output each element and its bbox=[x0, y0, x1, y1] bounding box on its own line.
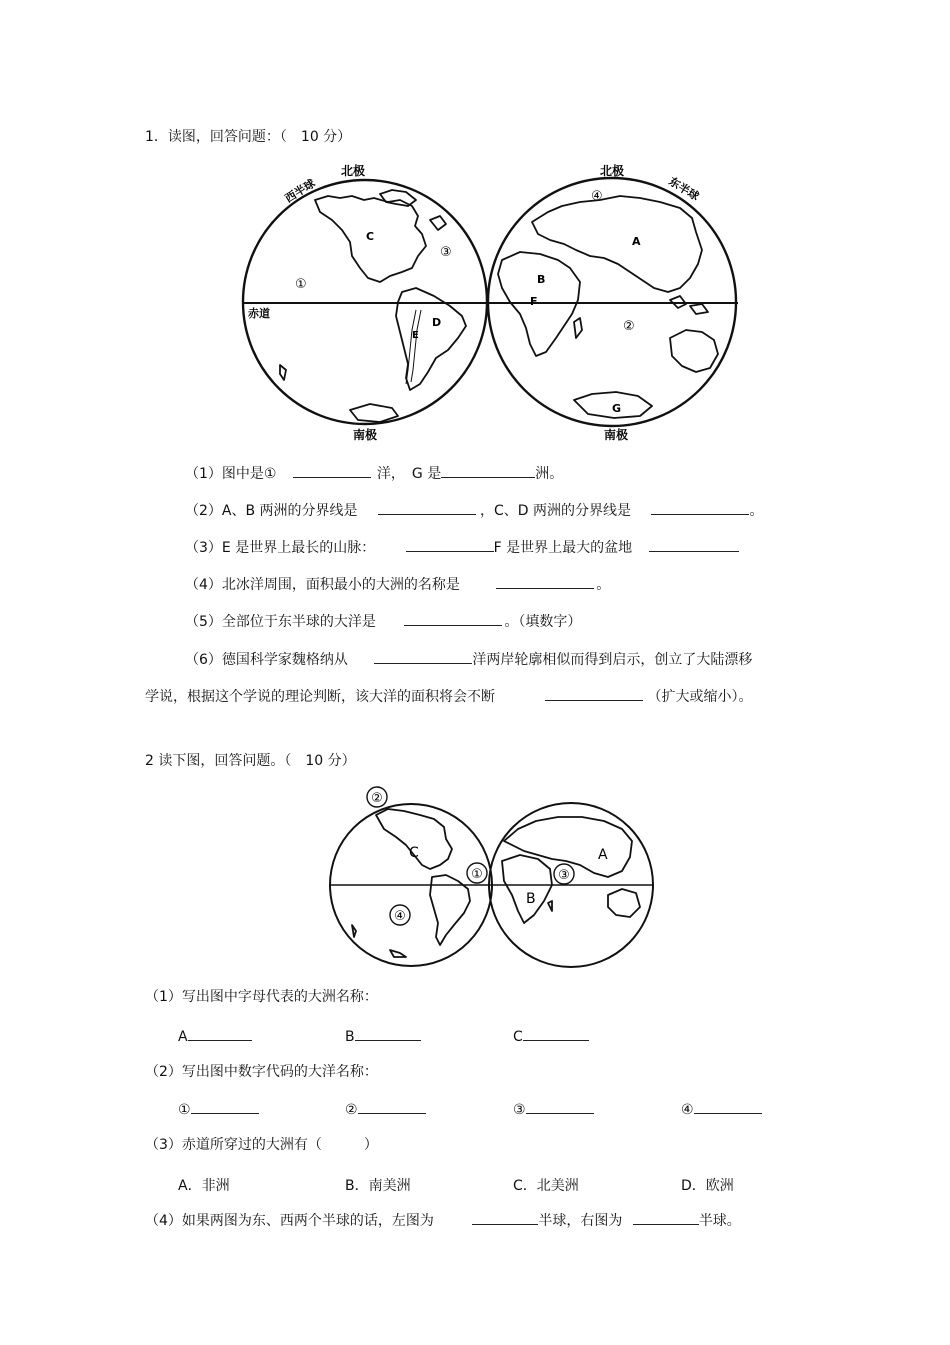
answer-blank[interactable] bbox=[358, 1099, 426, 1114]
label-A: A bbox=[598, 847, 608, 863]
q2-sub2-3: ③ bbox=[513, 1099, 594, 1120]
q1-sub6-cont: 学说，根据这个学说的理论判断，该大洋的面积将会不断 （扩大或缩小）。 bbox=[145, 686, 752, 707]
q2-sub1-B: B bbox=[345, 1026, 421, 1047]
west-hemisphere-label: 西半球 bbox=[282, 176, 318, 206]
q1-sub2: （2）A、B 两洲的分界线是 ，C、D 两洲的分界线是 。 bbox=[185, 500, 763, 521]
ocean-label-2: ② bbox=[623, 319, 635, 334]
answer-blank[interactable] bbox=[694, 1099, 762, 1114]
ocean-label-3: ③ bbox=[440, 245, 452, 260]
world-hemispheres-map-2 bbox=[326, 785, 656, 970]
q2-option-B[interactable]: B．南美洲 bbox=[345, 1178, 411, 1194]
ocean-label-2: ② bbox=[371, 791, 383, 806]
answer-blank[interactable] bbox=[406, 537, 494, 552]
world-hemispheres-map-1 bbox=[240, 160, 742, 445]
answer-blank[interactable] bbox=[378, 500, 476, 515]
q2-sub1: （1）写出图中字母代表的大洲名称： bbox=[145, 989, 378, 1005]
south-pole-right-label: 南极 bbox=[603, 428, 629, 442]
answer-blank[interactable] bbox=[633, 1210, 699, 1225]
q2-option-C[interactable]: C．北美洲 bbox=[513, 1178, 579, 1194]
answer-blank[interactable] bbox=[651, 500, 749, 515]
ocean-label-4: ④ bbox=[394, 909, 406, 924]
q2-sub2: （2）写出图中数字代码的大洋名称： bbox=[145, 1064, 378, 1080]
north-pole-left-label: 北极 bbox=[340, 164, 366, 178]
q2-sub1-A: A bbox=[178, 1026, 252, 1047]
q2-sub2-2: ② bbox=[345, 1099, 426, 1120]
ocean-label-3: ③ bbox=[558, 868, 570, 883]
answer-blank[interactable] bbox=[441, 463, 535, 478]
q2-sub4: （4）如果两图为东、西两个半球的话，左图为 半球，右图为 半球。 bbox=[145, 1210, 741, 1231]
answer-blank[interactable] bbox=[293, 463, 371, 478]
ocean-label-4: ④ bbox=[591, 189, 603, 204]
label-D: D bbox=[432, 316, 442, 329]
answer-blank[interactable] bbox=[472, 1210, 538, 1225]
equator-label: 赤道 bbox=[248, 307, 270, 320]
answer-blank[interactable] bbox=[191, 1099, 259, 1114]
label-A: A bbox=[632, 235, 641, 248]
answer-blank[interactable] bbox=[545, 686, 643, 701]
east-hemisphere-label: 东半球 bbox=[666, 174, 702, 204]
q1-sub5: （5）全部位于东半球的大洋是 。（填数字） bbox=[185, 611, 581, 632]
label-B: B bbox=[526, 891, 536, 907]
label-C: C bbox=[366, 230, 375, 243]
answer-blank[interactable] bbox=[355, 1026, 421, 1041]
north-pole-right-label: 北极 bbox=[599, 164, 625, 178]
label-F: F bbox=[530, 295, 538, 308]
answer-blank[interactable] bbox=[404, 611, 502, 626]
australia-shape bbox=[670, 330, 718, 372]
q1-sub4: （4）北冰洋周围，面积最小的大洲的名称是 。 bbox=[185, 574, 610, 595]
answer-blank[interactable] bbox=[649, 537, 739, 552]
q2-sub1-C: C bbox=[513, 1026, 589, 1047]
answer-blank[interactable] bbox=[523, 1026, 589, 1041]
q2-option-D[interactable]: D．欧洲 bbox=[681, 1178, 734, 1194]
eurasia-shape bbox=[532, 196, 702, 292]
q2-heading: 2 读下图，回答问题。（ 10 分） bbox=[145, 753, 356, 769]
label-B: B bbox=[537, 273, 546, 286]
label-G: G bbox=[612, 402, 622, 415]
answer-blank[interactable] bbox=[526, 1099, 594, 1114]
south-pole-left-label: 南极 bbox=[352, 428, 378, 442]
ocean-label-1: ① bbox=[471, 867, 483, 882]
label-E: E bbox=[412, 330, 419, 341]
answer-blank[interactable] bbox=[374, 649, 472, 664]
answer-blank[interactable] bbox=[496, 574, 594, 589]
q2-sub3: （3）赤道所穿过的大洲有（ ） bbox=[145, 1137, 378, 1153]
ocean-label-1: ① bbox=[295, 277, 307, 292]
q2-option-A[interactable]: A．非洲 bbox=[178, 1178, 230, 1194]
q2-sub2-4: ④ bbox=[681, 1099, 762, 1120]
q1-sub3: （3）E 是世界上最长的山脉： F 是世界上最大的盆地 bbox=[185, 537, 739, 558]
label-C: C bbox=[409, 845, 419, 861]
q1-sub6: （6）德国科学家魏格纳从 洋两岸轮廓相似而得到启示，创立了大陆漂移 bbox=[185, 649, 752, 670]
answer-blank[interactable] bbox=[188, 1026, 252, 1041]
q1-heading: 1．读图，回答问题：（ 10 分） bbox=[145, 129, 352, 145]
q2-sub2-1: ① bbox=[178, 1099, 259, 1120]
q1-sub1: （1）图中是① 洋， G 是 洲。 bbox=[185, 463, 563, 484]
